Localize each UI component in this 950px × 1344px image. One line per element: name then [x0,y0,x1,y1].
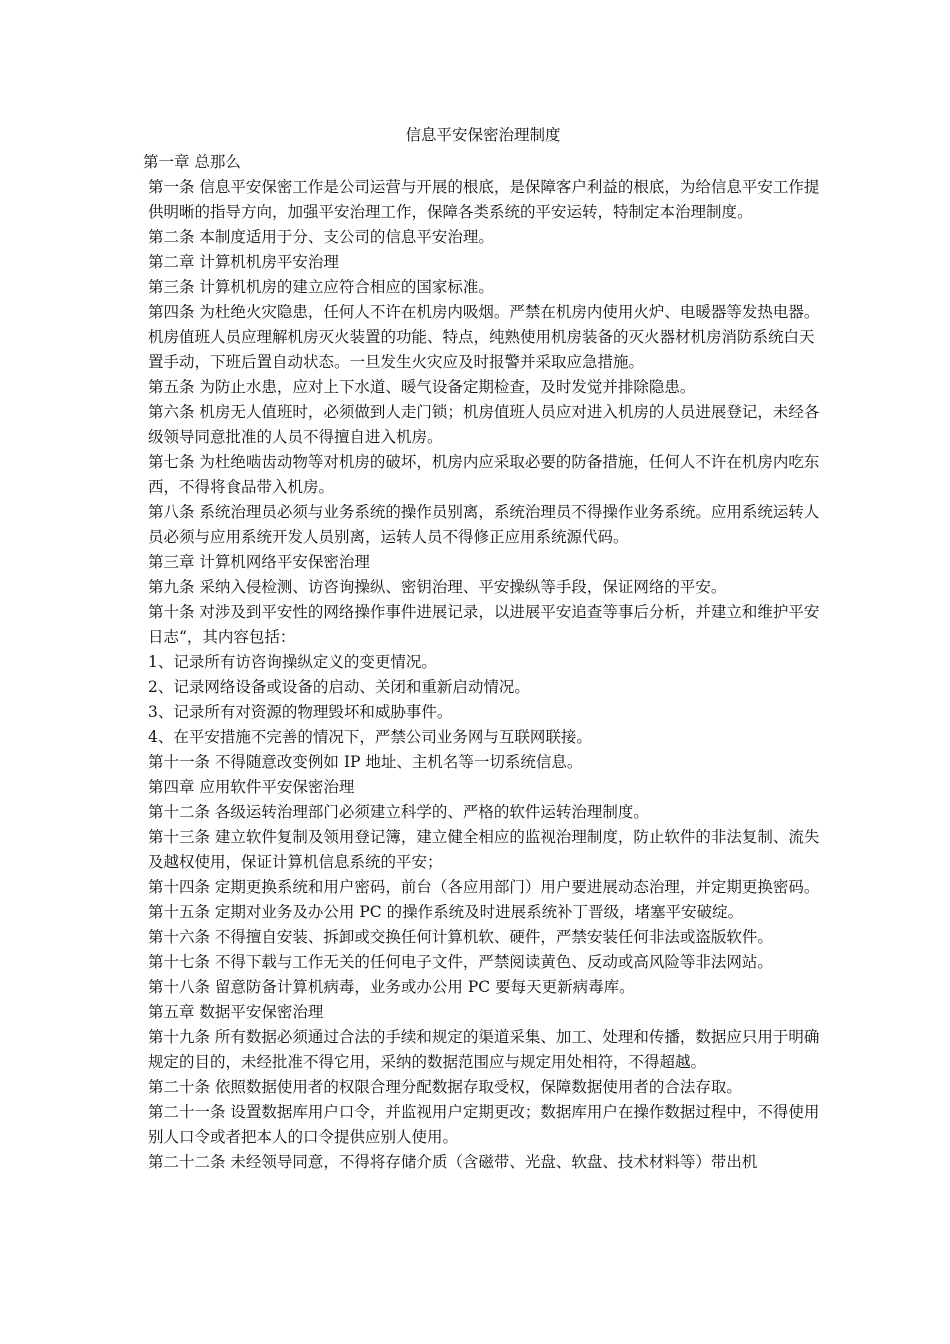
paragraph: 第九条 采纳入侵检测、访咨询操纵、密钥治理、平安操纵等手段，保证网络的平安。 [148,578,727,596]
paragraph: 第十七条 不得下载与工作无关的任何电子文件，严禁阅读黄色、反动或高风险等非法网站。 [148,953,773,971]
paragraph: 第三章 计算机网络平安保密治理 [148,553,370,571]
paragraph: 第十二条 各级运转治理部门必须建立科学的、严格的软件运转治理制度。 [148,803,649,821]
paragraph: 第二条 本制度适用于分、支公司的信息平安治理。 [148,228,494,246]
document-body [143,123,823,1175]
paragraph: 第三条 计算机机房的建立应符合相应的国家标准。 [148,278,494,296]
paragraph: 第二十一条 设置数据库用户口令，并监视用户定期更改；数据库用户在操作数据过程中，不得使用别人口令或者把本人的口令提供应别人使用。 [148,1103,820,1146]
paragraph: 第五条 为防止水患，应对上下水道、暖气设备定期检查，及时发觉并排除隐患。 [148,378,696,396]
document-title: 信息平安保密治理制度 [405,126,561,144]
paragraph: 第十五条 定期对业务及办公用 PC 的操作系统及时进展系统补丁晋级，堵塞平安破绽。 [148,903,744,921]
paragraph: 第十四条 定期更换系统和用户密码，前台（各应用部门）用户要进展动态治理，并定期更换密码。 [148,878,820,896]
paragraph: 第二章 计算机机房平安治理 [148,253,339,271]
paragraph: 第二十条 依照数据使用者的权限合理分配数据存取受权，保障数据使用者的合法存取。 [148,1078,742,1096]
paragraph: 第十条 对涉及到平安性的网络操作事件进展记录，以进展平安追查等事后分析，并建立和维护平安日志“，其内容包括： [148,603,820,646]
paragraph: 1、记录所有访咨询操纵定义的变更情况。 [148,653,437,671]
paragraph: 第十三条 建立软件复制及领用登记簿，建立健全相应的监视治理制度，防止软件的非法复制、流失及越权使用，保证计算机信息系统的平安； [148,828,820,871]
paragraph: 第一章 总那么 [143,153,241,171]
paragraph: 第二十二条 未经领导同意，不得将存储介质（含磁带、光盘、软盘、技术材料等）带出机 [148,1153,758,1171]
paragraph: 第十九条 所有数据必须通过合法的手续和规定的渠道采集、加工、处理和传播，数据应只用于明确规定的目的，未经批准不得它用，采纳的数据范围应与规定用处相符，不得超越。 [148,1028,820,1071]
paragraph: 第十一条 不得随意改变例如 IP 地址、主机名等一切系统信息。 [148,753,583,771]
paragraph: 第八条 系统治理员必须与业务系统的操作员别离，系统治理员不得操作业务系统。应用系统运转人员必须与应用系统开发人员别离，运转人员不得修正应用系统源代码。 [148,503,820,546]
paragraph: 第十八条 留意防备计算机病毒，业务或办公用 PC 要每天更新病毒库。 [148,978,635,996]
paragraph: 第一条 信息平安保密工作是公司运营与开展的根底，是保障客户利益的根底，为给信息平安工作提供明晰的指导方向，加强平安治理工作，保障各类系统的平安运转，特制定本治理制度。 [148,178,820,221]
paragraph: 第四章 应用软件平安保密治理 [148,778,355,796]
paragraph: 第五章 数据平安保密治理 [148,1003,324,1021]
paragraph: 第四条 为杜绝火灾隐患，任何人不许在机房内吸烟。严禁在机房内使用火炉、电暖器等发热电器。机房值班人员应理解机房灭火装置的功能、特点，纯熟使用机房装备的灭火器材机房消防系统白天置手动，下班后置自动状态。一旦发生火灾应及时报警并采取应急措施。 [148,303,820,371]
paragraph: 第十六条 不得擅自安装、拆卸或交换任何计算机软、硬件，严禁安装任何非法或盗版软件。 [148,928,773,946]
paragraph: 第七条 为杜绝啮齿动物等对机房的破坏，机房内应采取必要的防备措施，任何人不许在机房内吃东西，不得将食品带入机房。 [148,453,820,496]
paragraph: 第六条 机房无人值班时，必须做到人走门锁；机房值班人员应对进入机房的人员进展登记，未经各级领导同意批准的人员不得擅自进入机房。 [148,403,820,446]
paragraph: 4、在平安措施不完善的情况下，严禁公司业务网与互联网联接。 [148,728,592,746]
paragraph: 3、记录所有对资源的物理毁坏和威胁事件。 [148,703,453,721]
paragraph: 2、记录网络设备或设备的启动、关闭和重新启动情况。 [148,678,530,696]
paragraph-list [143,150,823,1175]
